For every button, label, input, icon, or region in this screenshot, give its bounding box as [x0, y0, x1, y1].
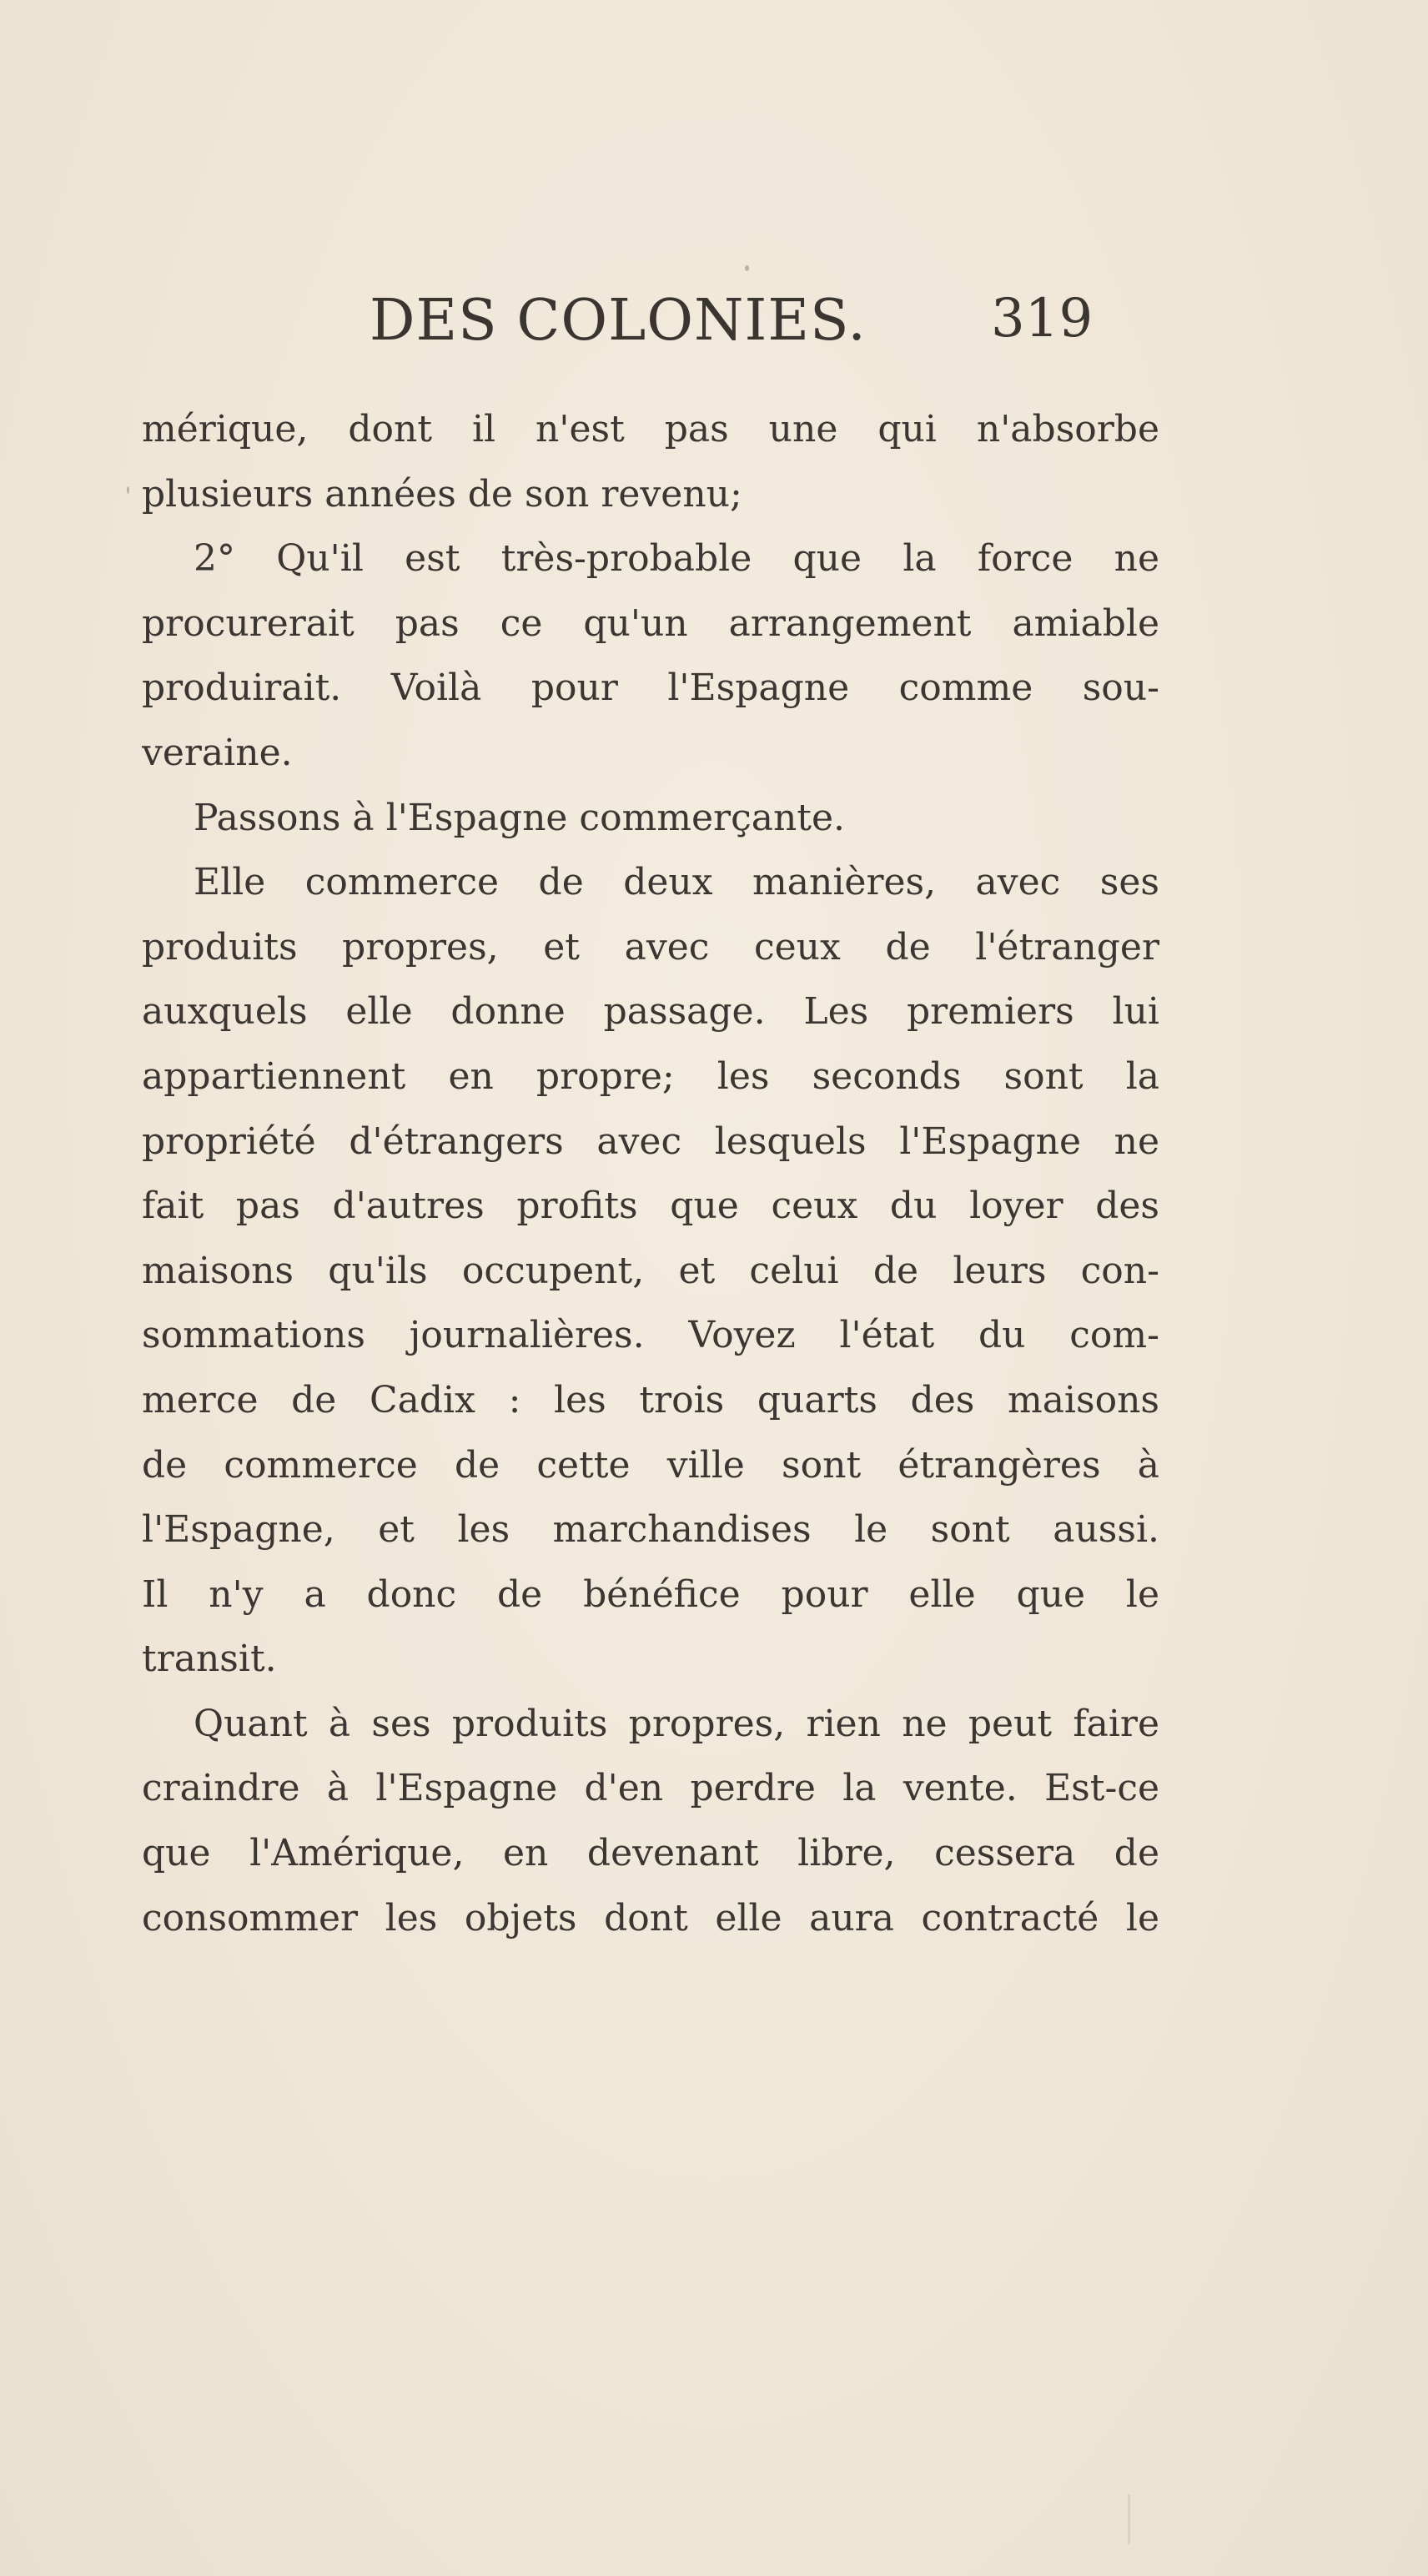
text-line: transit.: [142, 1638, 277, 1681]
text-line: Il n'y a donc de bénéfice pour elle que le: [142, 1572, 1159, 1616]
text-line: veraine.: [142, 731, 293, 774]
text-line: l'Espagne, et les marchandises le sont aussi.: [142, 1508, 1159, 1552]
text-line: Passons à l'Espagne commerçante.: [194, 796, 845, 839]
text-line: consommer les objets dont elle aura contracté le: [142, 1896, 1159, 1940]
paper-fleck: [1128, 2494, 1130, 2544]
text-line: propriété d'étrangers avec lesquels l'Espagne ne: [142, 1119, 1159, 1163]
text-line: appartiennent en propre; les seconds sont la: [142, 1054, 1159, 1098]
text-line: Quant à ses produits propres, rien ne peut faire: [194, 1702, 1159, 1745]
running-head: DES COLONIES.: [370, 288, 867, 354]
page-header: [0, 288, 1428, 355]
paper-fleck: [127, 486, 129, 494]
text-line: auxquels elle donne passage. Les premiers lui: [142, 990, 1159, 1034]
text-line: plusieurs années de son revenu;: [142, 472, 742, 516]
text-line: Elle commerce de deux manières, avec ses: [194, 861, 1159, 904]
text-line: 2° Qu'il est très-probable que la force ne: [194, 537, 1159, 581]
text-line: procurerait pas ce qu'un arrangement amiable: [142, 601, 1159, 645]
paper-fleck: [745, 265, 749, 271]
text-line: produirait. Voilà pour l'Espagne comme sou-: [142, 667, 1159, 710]
text-line: que l'Amérique, en devenant libre, cessera de: [142, 1832, 1159, 1875]
text-line: maisons qu'ils occupent, et celui de leurs con-: [142, 1249, 1159, 1292]
text-line: mérique, dont il n'est pas une qui n'absorbe: [142, 408, 1159, 450]
text-line: craindre à l'Espagne d'en perdre la vente. Est-ce: [142, 1767, 1159, 1810]
text-line: de commerce de cette ville sont étrangères à: [142, 1443, 1159, 1487]
text-line: produits propres, et avec ceux de l'étranger: [142, 925, 1159, 969]
text-line: fait pas d'autres profits que ceux du loyer des: [142, 1185, 1159, 1228]
text-line: sommations journalières. Voyez l'état du com-: [142, 1314, 1159, 1357]
body-text: [142, 397, 1159, 1950]
page-number: 319: [991, 288, 1094, 350]
text-line: merce de Cadix : les trois quarts des maisons: [142, 1378, 1159, 1421]
